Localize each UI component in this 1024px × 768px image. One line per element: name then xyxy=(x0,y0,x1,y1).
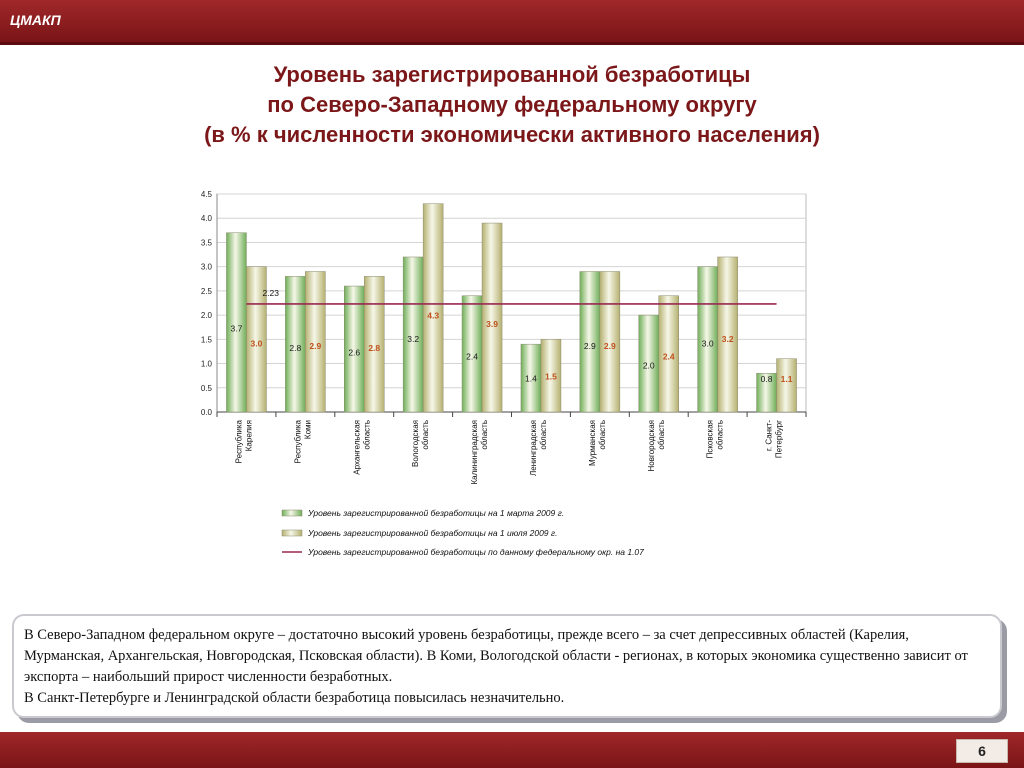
data-label: 2.0 xyxy=(642,360,655,371)
x-category-label: область xyxy=(656,420,666,450)
x-category-label: Калининградская xyxy=(470,420,480,485)
x-category-label: область xyxy=(597,420,607,450)
data-label: 1.1 xyxy=(780,374,793,384)
data-label: 3.2 xyxy=(721,334,734,345)
x-category-label: Республика xyxy=(234,420,244,464)
x-category-label: область xyxy=(362,420,372,450)
legend-swatch-july xyxy=(282,530,302,536)
y-tick-label: 0.0 xyxy=(200,408,212,417)
bar-july xyxy=(777,359,797,412)
x-category-label: Архангельская xyxy=(352,420,362,475)
data-label: 2.8 xyxy=(368,342,381,353)
y-tick-label: 4.5 xyxy=(200,190,212,199)
y-tick-label: 3.0 xyxy=(200,262,212,272)
data-label: 2.4 xyxy=(662,351,675,362)
reference-line-label: 2.23 xyxy=(262,287,279,298)
comment-box xyxy=(12,614,1002,718)
x-category-label: Республика xyxy=(293,420,303,464)
data-label: 1.4 xyxy=(525,373,537,384)
y-tick-label: 1.5 xyxy=(200,335,212,345)
data-label: 2.9 xyxy=(603,340,616,351)
data-label: 3.7 xyxy=(230,323,243,334)
x-category-label: Новгородская xyxy=(646,420,656,472)
comment-paragraph-2: В Санкт-Петербурге и Ленинградской области безработица повысилась незначительно. xyxy=(24,690,565,706)
y-tick-label: 0.5 xyxy=(200,383,212,393)
data-label: 3.0 xyxy=(701,338,714,349)
data-label: 4.3 xyxy=(427,310,440,321)
x-category-label: Коми xyxy=(303,420,313,440)
bottom-bar xyxy=(0,732,1024,768)
x-category-label: область xyxy=(480,420,490,450)
legend-label: Уровень зарегистрированной безработицы на 1 июля 2009 г. xyxy=(308,528,558,538)
brand-label: ЦМАКП xyxy=(10,12,61,28)
y-tick-label: 2.0 xyxy=(200,311,212,321)
y-tick-label: 4.0 xyxy=(200,214,212,224)
x-category-label: Мурманская xyxy=(587,420,597,466)
legend-swatch-march xyxy=(282,510,302,516)
bar-july xyxy=(423,204,443,412)
x-category-label: область xyxy=(538,420,548,450)
data-label: 2.9 xyxy=(583,340,596,351)
data-label: 2.8 xyxy=(289,342,302,353)
x-category-label: Вологодская xyxy=(411,420,421,467)
bar-july xyxy=(482,223,502,412)
legend-label: Уровень зарегистрированной безработицы по данному федеральному окр. на 1.07 xyxy=(308,547,644,557)
x-category-label: область xyxy=(421,420,431,450)
x-category-label: Карелия xyxy=(244,420,254,452)
data-label: 2.4 xyxy=(466,351,478,362)
x-category-label: г. Санкт- xyxy=(764,420,774,452)
data-label: 3.2 xyxy=(407,334,420,345)
x-category-label: Петербург xyxy=(774,420,784,459)
data-label: 0.8 xyxy=(760,374,773,384)
comment-paragraph-1: В Северо-Западном федеральном округе – достаточно высокий уровень безработицы, прежде всего – за счет депрессивных областей (Карелия, Мурманская, Архангельская, Новгородская, Псковская области). В Коми, Вологодской области - регионах, в которых экономика существенно зависит от экспорта – наибольший прирост численности безработных. xyxy=(24,627,968,685)
page-number: 6 xyxy=(956,739,1008,763)
x-category-label: Псковская xyxy=(705,420,715,459)
data-label: 2.6 xyxy=(348,347,361,358)
y-tick-label: 2.5 xyxy=(200,286,212,296)
y-tick-label: 3.5 xyxy=(200,238,212,248)
data-label: 3.9 xyxy=(486,318,498,329)
x-category-label: Ленинградская xyxy=(528,420,538,476)
data-label: 2.9 xyxy=(309,340,322,351)
legend-label: Уровень зарегистрированной безработицы на 1 марта 2009 г. xyxy=(308,508,565,518)
title-line-2: по Северо-Западному федеральному округу xyxy=(267,92,757,117)
title-line-3: (в % к численности экономически активного населения) xyxy=(204,122,820,147)
data-label: 3.0 xyxy=(250,338,263,349)
data-label: 1.5 xyxy=(545,371,557,382)
title-line-1: Уровень зарегистрированной безработицы xyxy=(273,62,751,87)
y-tick-label: 1.0 xyxy=(200,359,212,369)
x-category-label: область xyxy=(715,420,725,450)
